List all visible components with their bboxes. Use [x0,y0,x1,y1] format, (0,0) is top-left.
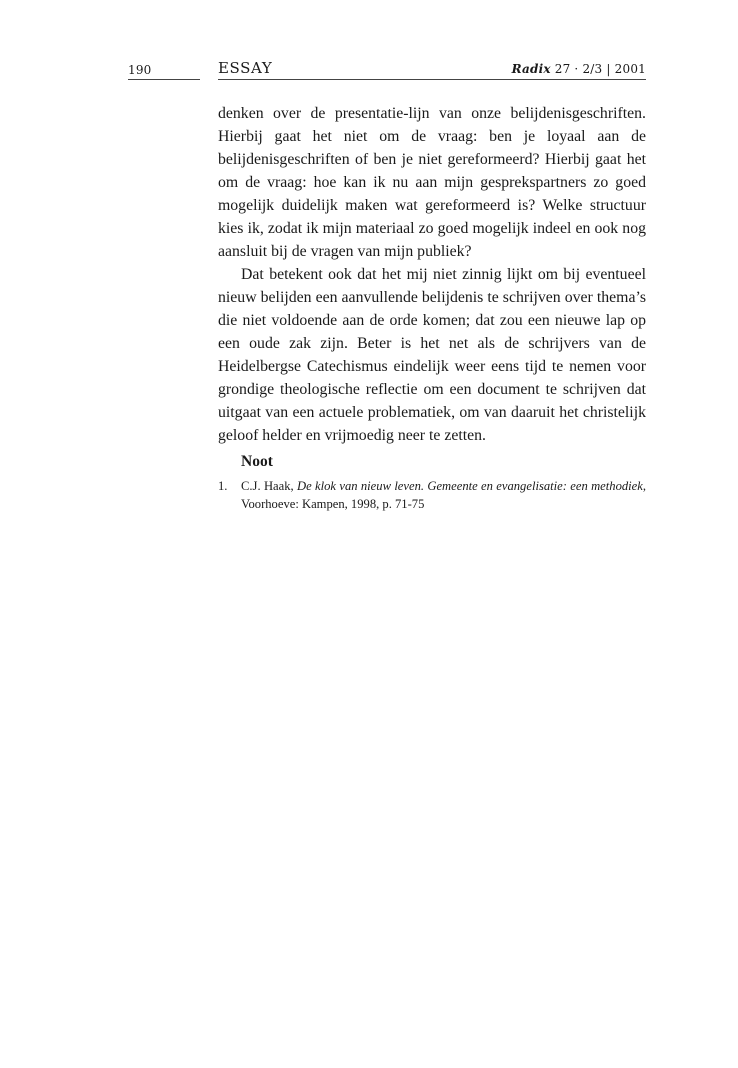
journal-info [512,62,646,76]
footnote [218,477,646,513]
section-label: ESSAY [218,59,273,77]
header-rule-right [218,79,646,80]
notes-section [218,453,646,513]
notes-heading: Noot [241,453,273,470]
journal-name: Radix [511,62,551,76]
body-paragraph: denken over de presentatie-lijn van onze belijdenisgeschriften. Hierbij gaat het niet om de vraag: ben je loyaal aan de belijdenisgeschriften of ben je niet gereformeerd? Hierbij gaat het om de vraag: hoe kan ik nu aan mijn gesprekspartners zo goed mogelijk duidelijk maken wat gereformeerd is? Welke structuur kies ik, zodat ik mijn materiaal zo goed mogelijk indeel en ook nog aansluit bij de vragen van mijn publiek? [218,105,646,260]
footnote-author: C.J. Haak, [241,479,298,493]
header-rule-left [128,79,200,80]
footnote-title: De klok van nieuw leven. Gemeente en evangelisatie: een methodiek [297,479,643,493]
body-paragraph: Dat betekent ook dat het mij niet zinnig lijkt om bij eventueel nieuw belijden een aanvullende belijdenis te schrijven over thema’s die niet voldoende aan de orde komen; dat zou een nieuwe lap op een oude zak zijn. Beter is het net als de schrijvers van de Heidelbergse Catechismus eindelijk weer eens tijd te nemen voor grondige theologische reflectie om een document te schrijven dat uitgaat van een actuele problematiek, om van daaruit het christelijk geloof helder en vrijmoedig neer te zetten. [218,266,646,444]
footnote-number: 1. [218,479,228,493]
article-body [218,102,646,447]
page-number: 190 [128,63,152,77]
journal-issue: 27 · 2/3 | 2001 [554,62,646,76]
footnote-publisher: , Voorhoeve: Kampen, 1998, p. 71-75 [241,479,646,511]
